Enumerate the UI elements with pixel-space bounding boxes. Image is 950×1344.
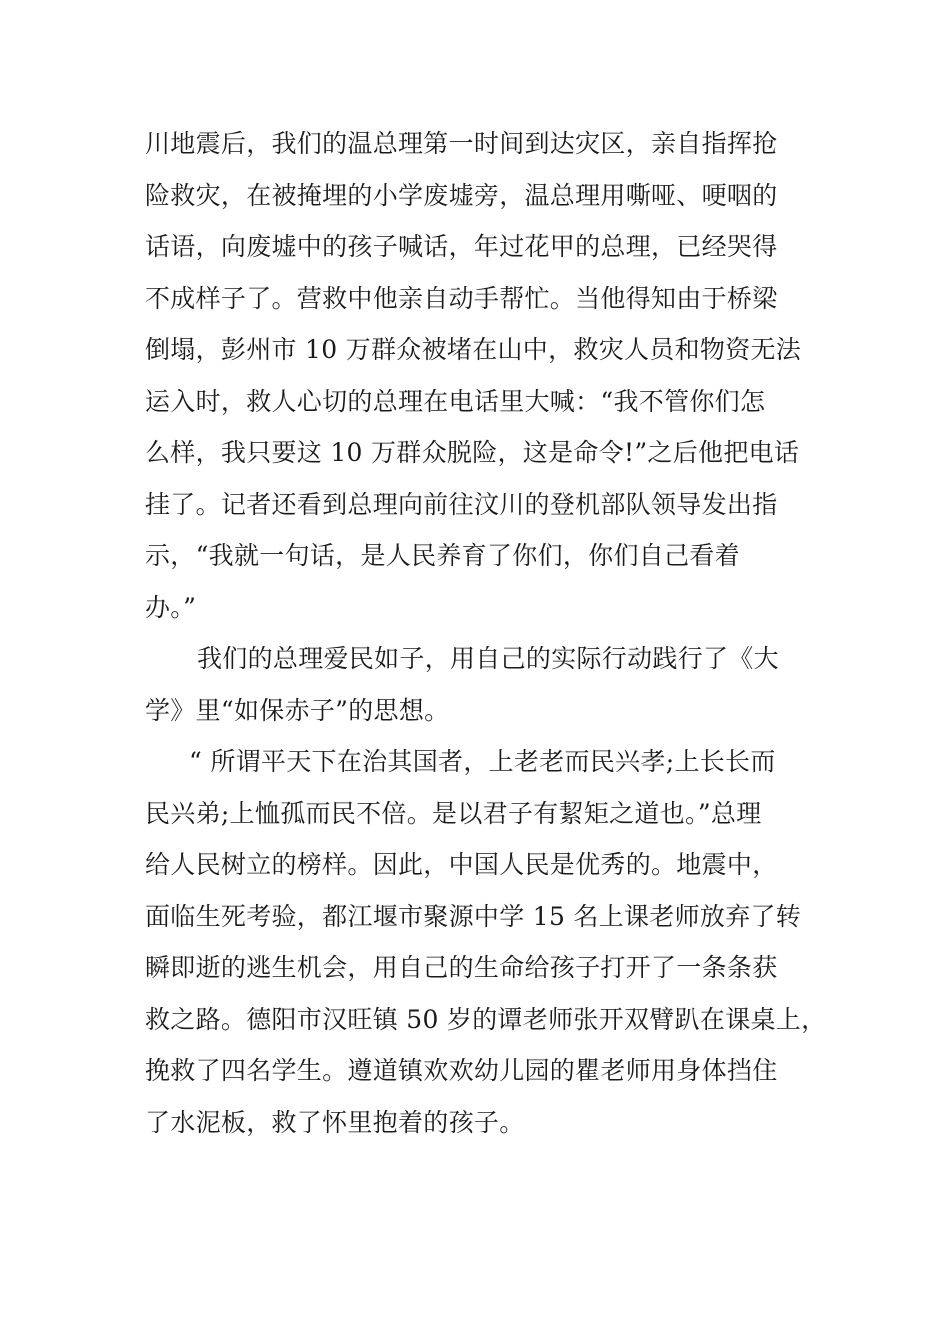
text-line: 学》里“如保赤子”的思想。 [145, 695, 450, 725]
paragraph-start-line: 我们的总理爱民如子，用自己的实际行动践行了《大 [197, 644, 779, 673]
paragraph-start-line: “ 所谓平天下在治其国者，上老老而民兴孝;上长长而 [189, 747, 776, 776]
text-line: 瞬即逝的逃生机会，用自己的生命给孩子打开了一条条获 [145, 953, 778, 982]
text-line: 挂了。记者还看到总理向前往汶川的登机部队领导发出指 [145, 489, 778, 519]
text-line: 挽救了四名学生。遵道镇欢欢幼儿园的瞿老师用身体挡住 [145, 1056, 778, 1085]
text-line: 面临生死考验，都江堰市聚源中学 15 名上课老师放弃了转 [145, 901, 802, 931]
text-line: 给人民树立的榜样。因此，中国人民是优秀的。地震中， [145, 850, 778, 879]
text-line: 不成样子了。营救中他亲自动手帮忙。当他得知由于桥梁 [145, 283, 778, 313]
body-text [145, 129, 827, 1161]
text-line: 救之路。德阳市汉旺镇 50 岁的谭老师张开双臂趴在课桌上， [145, 1004, 827, 1034]
text-line: 川地震后，我们的温总理第一时间到达灾区，亲自指挥抢 [145, 129, 778, 158]
text-line: 倒塌，彭州市 10 万群众被堵在山中，救灾人员和物资无法 [145, 335, 802, 364]
text-line: 险救灾，在被掩埋的小学废墟旁，温总理用嘶哑、哽咽的 [145, 180, 778, 210]
text-line: 么样，我只要这 10 万群众脱险，这是命令!”之后他把电话 [145, 438, 800, 467]
text-line: 运入时，救人心切的总理在电话里大喊：“我不管你们怎 [145, 386, 766, 416]
text-line: 民兴弟;上恤孤而民不倍。是以君子有絜矩之道也。”总理 [145, 798, 762, 828]
text-line: 了水泥板，救了怀里抱着的孩子。 [145, 1107, 525, 1137]
text-line: 示，“我就一句话，是人民养育了你们，你们自己看着 [145, 541, 740, 570]
text-line: 话语，向废墟中的孩子喊话，年过花甲的总理，已经哭得 [145, 232, 778, 261]
text-line: 办。” [145, 592, 197, 622]
